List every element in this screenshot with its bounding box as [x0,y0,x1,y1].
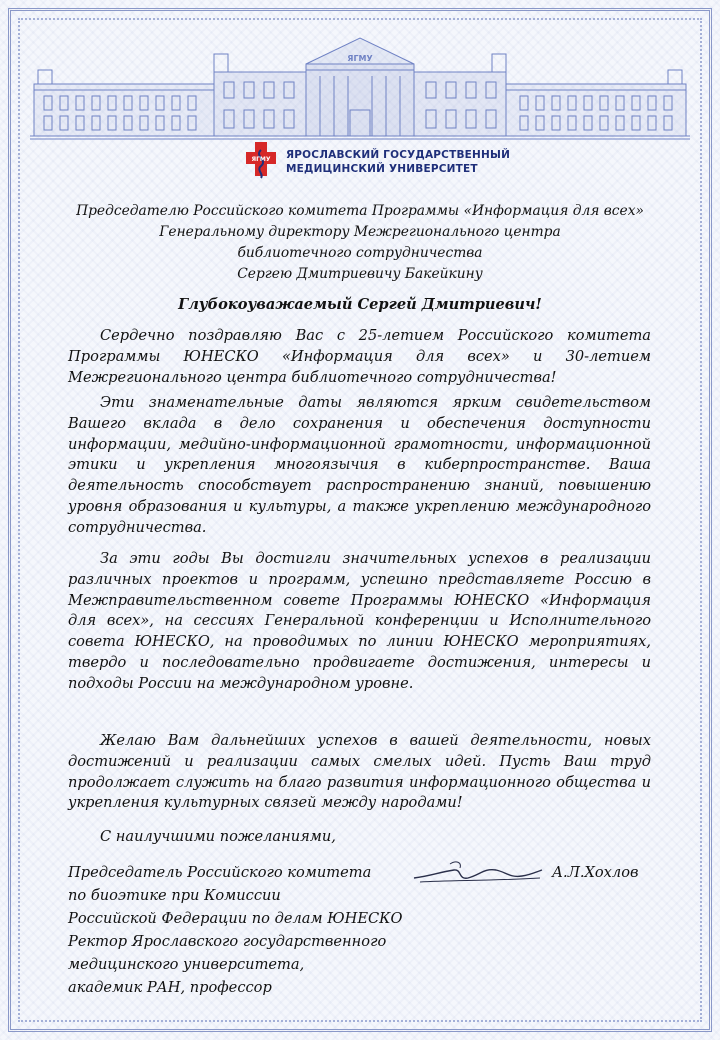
university-logo [246,142,511,182]
addressee-line: библиотечного сотрудничества [237,245,483,261]
body-paragraph: Желаю Вам дальнейших успехов в вашей деятельности, новых достижений и реализации самых смелых идей. Пусть Ваш труд продолжает служить на благо развития информационного общества и укрепления культурных связей между народами! [68,732,651,812]
university-building-illustration [30,32,690,142]
logo-text-line1: ЯРОСЛАВСКИЙ ГОСУДАРСТВЕННЫЙ [286,149,511,161]
signatory-title-line: Ректор Ярославского государственного [68,933,387,950]
body-paragraph: Эти знаменательные даты являются ярким свидетельством Вашего вклада в дело сохранения и обеспечения доступности информации, медийно-информационной грамотности, информационной этики и укрепления многоязычия в киберпространстве. Ваша деятельность способствует распространению знаний, повышению уровня образования и культуры, а также укреплению международного сотрудничества. [68,394,651,536]
salutation: Глубокоуважаемый Сергей Дмитриевич! [178,296,542,313]
signatory-title-line: Российской Федерации по делам ЮНЕСКО [68,910,403,927]
body-paragraph: За эти годы Вы достигли значительных успехов в реализации различных проектов и программ, успешно представляете Россию в Межправительственном совете Программы ЮНЕСКО «Информация для всех», на сессиях Генеральной конференции и Исполнительного совета ЮНЕСКО, на проводимых по линии ЮНЕСКО мероприятиях, твердо и последовательно продвигаете достижения, интересы и подходы России на международном уровне. [68,550,651,692]
signatory-title-line: медицинского университета, [68,956,305,973]
body-paragraph: Сердечно поздравляю Вас с 25-летием Российского комитета Программы ЮНЕСКО «Информация для всех» и 30-летием Межрегионального центра библиотечного сотрудничества! [68,327,651,386]
medical-cross-icon [246,142,280,180]
logo-text-line2: МЕДИЦИНСКИЙ УНИВЕРСИТЕТ [286,163,478,175]
signatory-name: А.Л.Хохлов [552,864,639,881]
handwritten-signature [410,850,545,890]
building-sign: ЯГМУ [347,54,373,63]
addressee-line: Сергею Дмитриевичу Бакейкину [237,266,483,282]
logo-badge: ЯГМУ [251,156,271,163]
addressee-line: Председателю Российского комитета Программы «Информация для всех» [76,203,644,219]
addressee-line: Генеральному директору Межрегионального центра [159,224,561,240]
signatory-title-line: академик РАН, профессор [68,979,272,996]
signatory-title-line: по биоэтике при Комиссии [68,887,281,904]
signatory-title-line: Председатель Российского комитета [68,864,372,881]
closing-phrase: С наилучшими пожеланиями, [100,828,336,845]
